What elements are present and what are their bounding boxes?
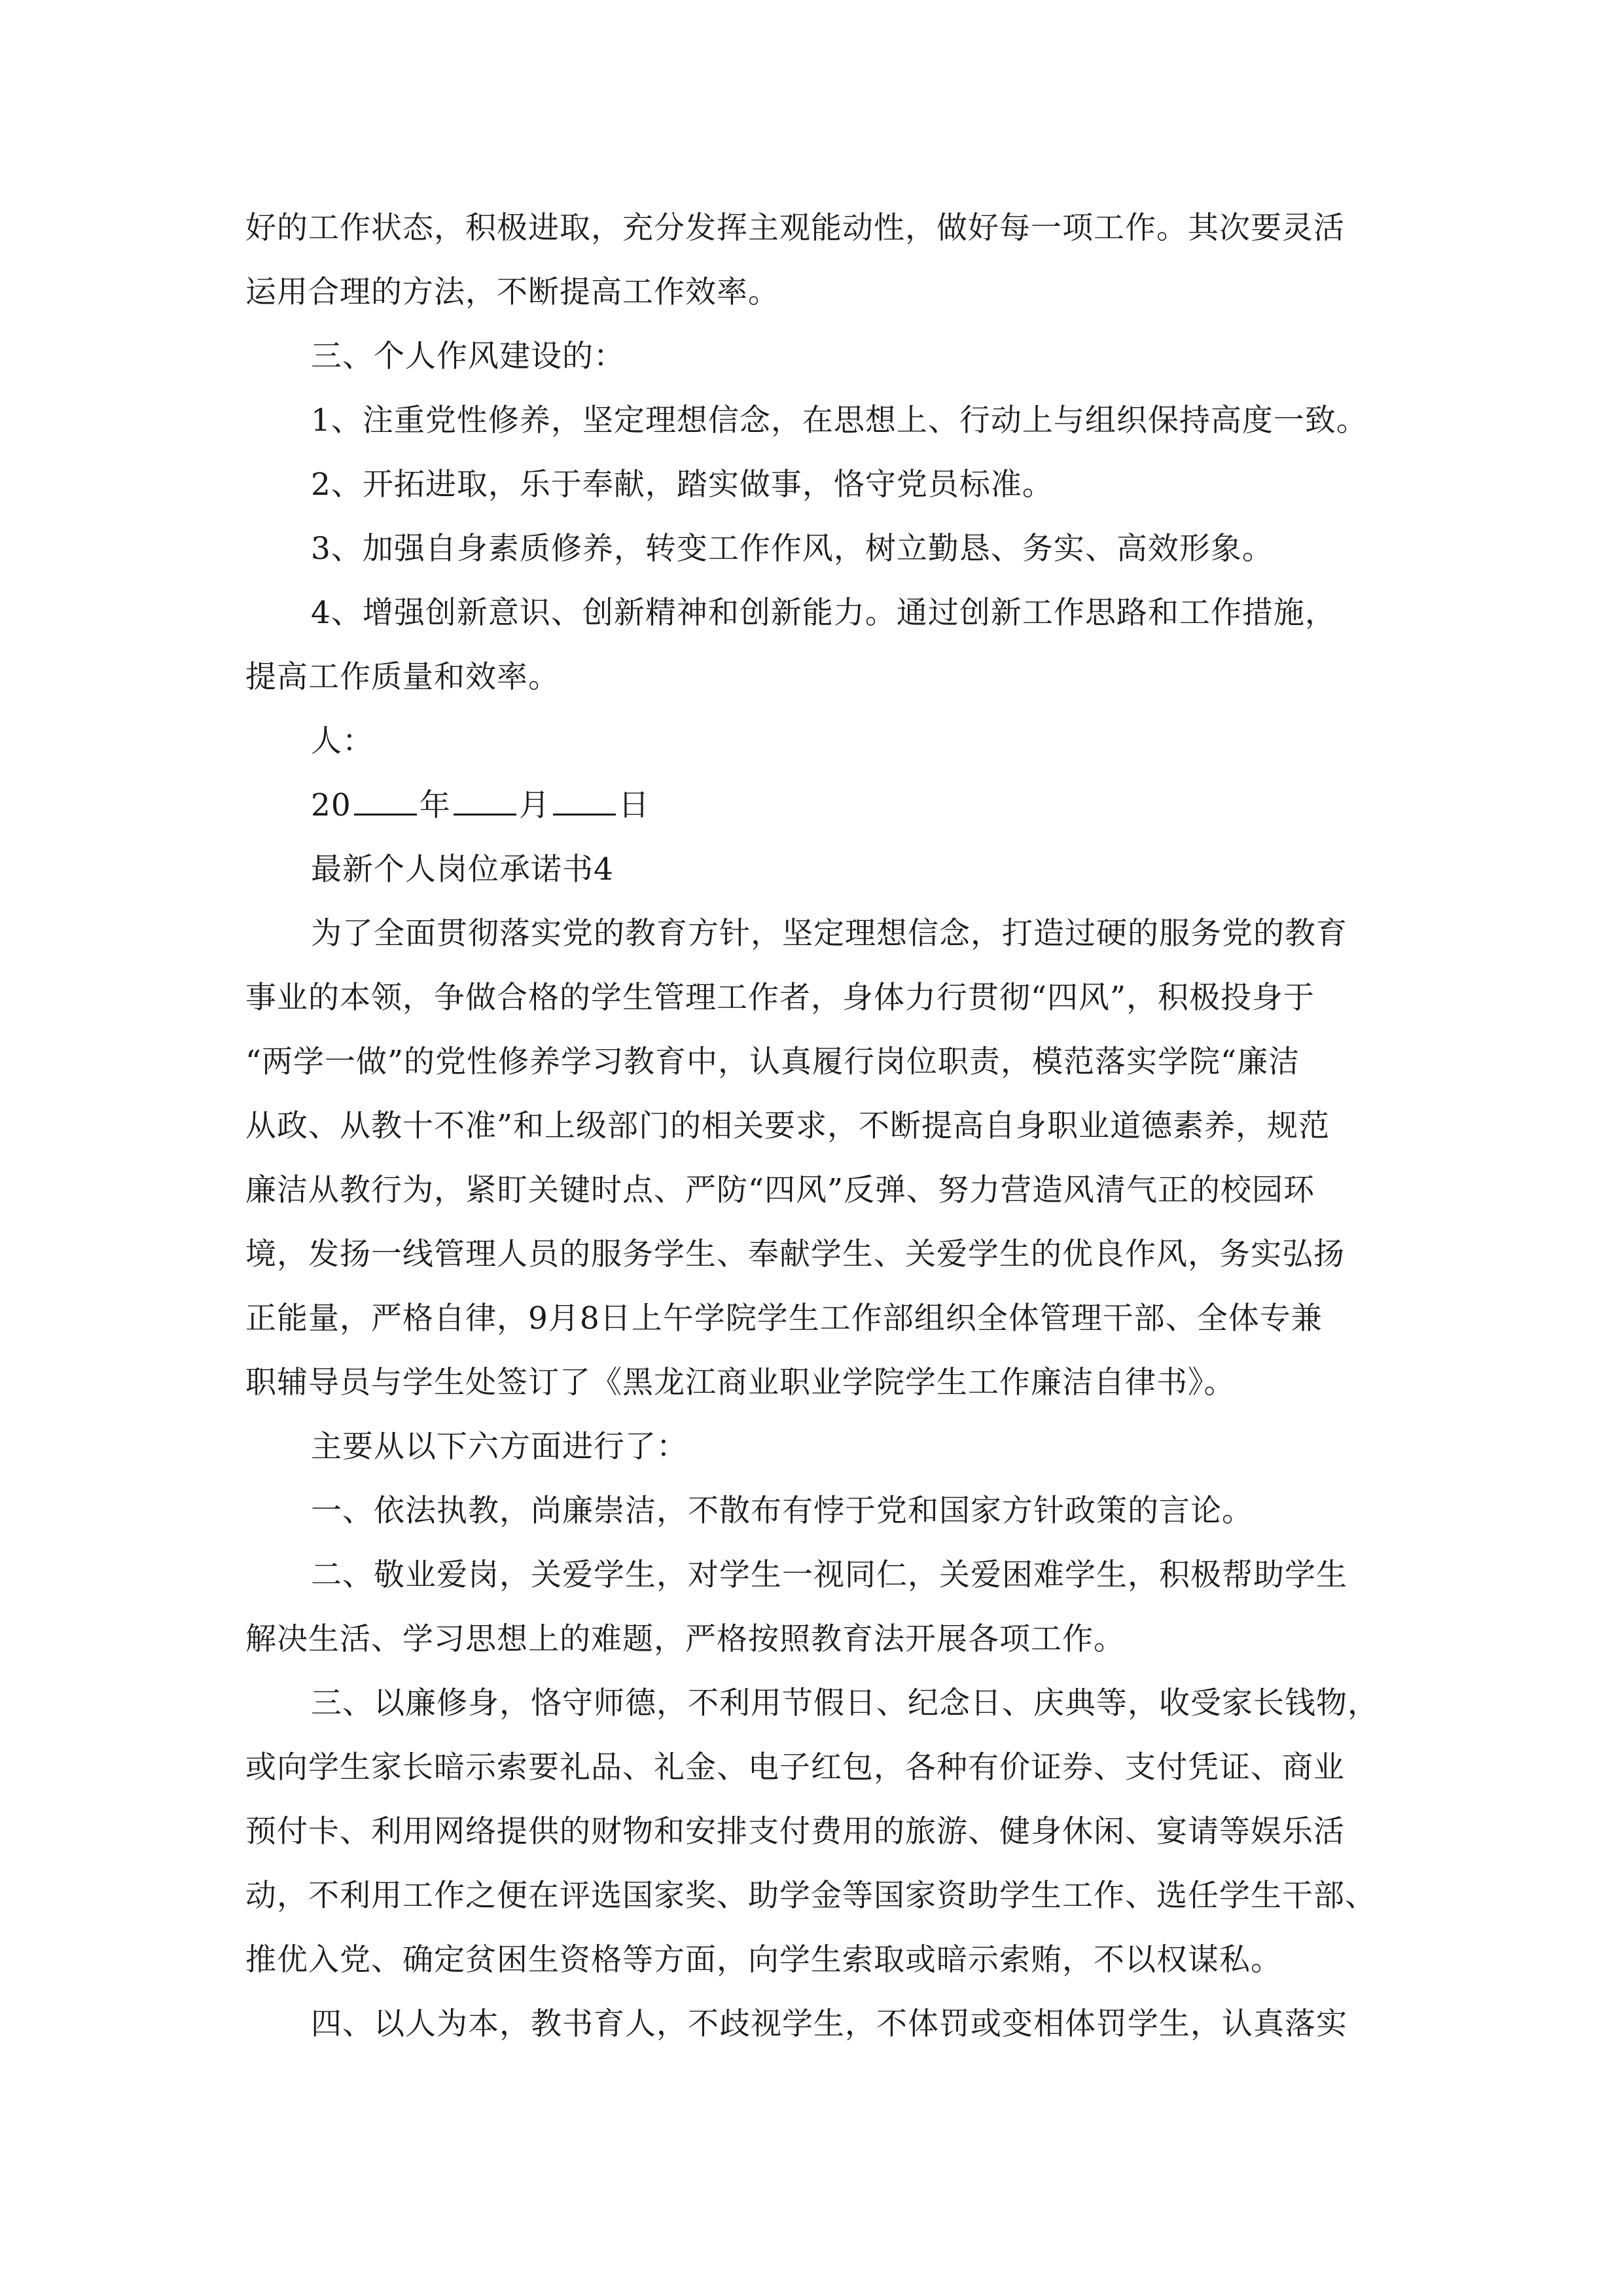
list-item: 四、以人为本，教书育人，不歧视学生，不体罚或变相体罚学生，认真落实 (311, 2006, 1347, 2042)
section-heading: 三、个人作风建设的： (311, 338, 625, 374)
list-item: 三、以廉修身，恪守师德，不利用节假日、纪念日、庆典等，收受家长钱物， (311, 1685, 1379, 1721)
list-item: 2、开拓进取，乐于奉献，踏实做事，恪守党员标准。 (311, 467, 1054, 503)
date-month: 月 (518, 787, 550, 823)
text-line: 解决生活、学习思想上的难题，严格按照教育法开展各项工作。 (245, 1621, 1125, 1657)
list-item: 4、增强创新意识、创新精神和创新能力。通过创新工作思路和工作措施， (311, 595, 1336, 631)
year-blank (354, 787, 417, 816)
text-line: 职辅导员与学生处签订了《黑龙江商业职业学院学生工作廉洁自律书》。 (245, 1365, 1236, 1401)
text-line: 运用合理的方法，不断提高工作效率。 (245, 274, 779, 310)
text-line: 廉洁从教行为，紧盯关键时点、严防“四风”反弹、努力营造风清气正的校园环 (245, 1172, 1315, 1208)
text-line: 预付卡、利用网络提供的财物和安排支付费用的旅游、健身休闲、宴请等娱乐活 (245, 1814, 1345, 1850)
text-line: 动，不利用工作之便在评选国家奖、助学金等国家资助学生工作、选任学生干部、 (245, 1878, 1376, 1914)
text-line: 好的工作状态，积极进取，充分发挥主观能动性，做好每一项工作。其次要灵活 (245, 210, 1345, 246)
text-line: 从政、从教十不准”和上级部门的相关要求，不断提高自身职业道德素养，规范 (245, 1108, 1330, 1144)
list-item: 二、敬业爱岗，关爱学生，对学生一视同仁，关爱困难学生，积极帮助学生 (311, 1557, 1347, 1593)
list-item: 3、加强自身素质修养，转变工作作风，树立勤恳、务实、高效形象。 (311, 531, 1274, 567)
text-line: 或向学生家长暗示索要礼品、礼金、电子红包，各种有价证券、支付凭证、商业 (245, 1749, 1345, 1785)
text-line: “两学一做”的党性修养学习教育中，认真履行岗位职责，模范落实学院“廉洁 (245, 1044, 1300, 1080)
date-line (245, 774, 1397, 838)
text-line: 为了全面贯彻落实党的教育方针，坚定理想信念，打造过硬的服务党的教育 (311, 916, 1347, 952)
text-line: 推优入党、确定贫困生资格等方面，向学生索取或暗示索贿，不以权谋私。 (245, 1942, 1282, 1978)
text-line: 正能量，严格自律，9月8日上午学院学生工作部组织全体管理干部、全体专兼 (245, 1300, 1323, 1336)
text-line: 提高工作质量和效率。 (245, 659, 560, 695)
signature-label: 人： (311, 723, 374, 759)
text-line: 境，发扬一线管理人员的服务学生、奉献学生、关爱学生的优良作风，务实弘扬 (245, 1236, 1345, 1272)
list-item: 1、注重党性修养，坚定理想信念，在思想上、行动上与组织保持高度一致。 (311, 403, 1368, 439)
list-item: 一、依法执教，尚廉崇洁，不散布有悖于党和国家方针政策的言论。 (311, 1493, 1253, 1529)
month-blank (454, 787, 516, 816)
document-body (245, 196, 1397, 2056)
text-line: 事业的本领，争做合格的学生管理工作者，身体力行贯彻“四风”，积极投身于 (245, 980, 1315, 1016)
document-title: 最新个人岗位承诺书4 (311, 852, 614, 888)
text-line: 主要从以下六方面进行了： (311, 1429, 688, 1465)
day-blank (553, 787, 616, 816)
date-prefix: 20 (311, 787, 351, 823)
date-day: 日 (618, 787, 650, 823)
date-year: 年 (419, 787, 451, 823)
